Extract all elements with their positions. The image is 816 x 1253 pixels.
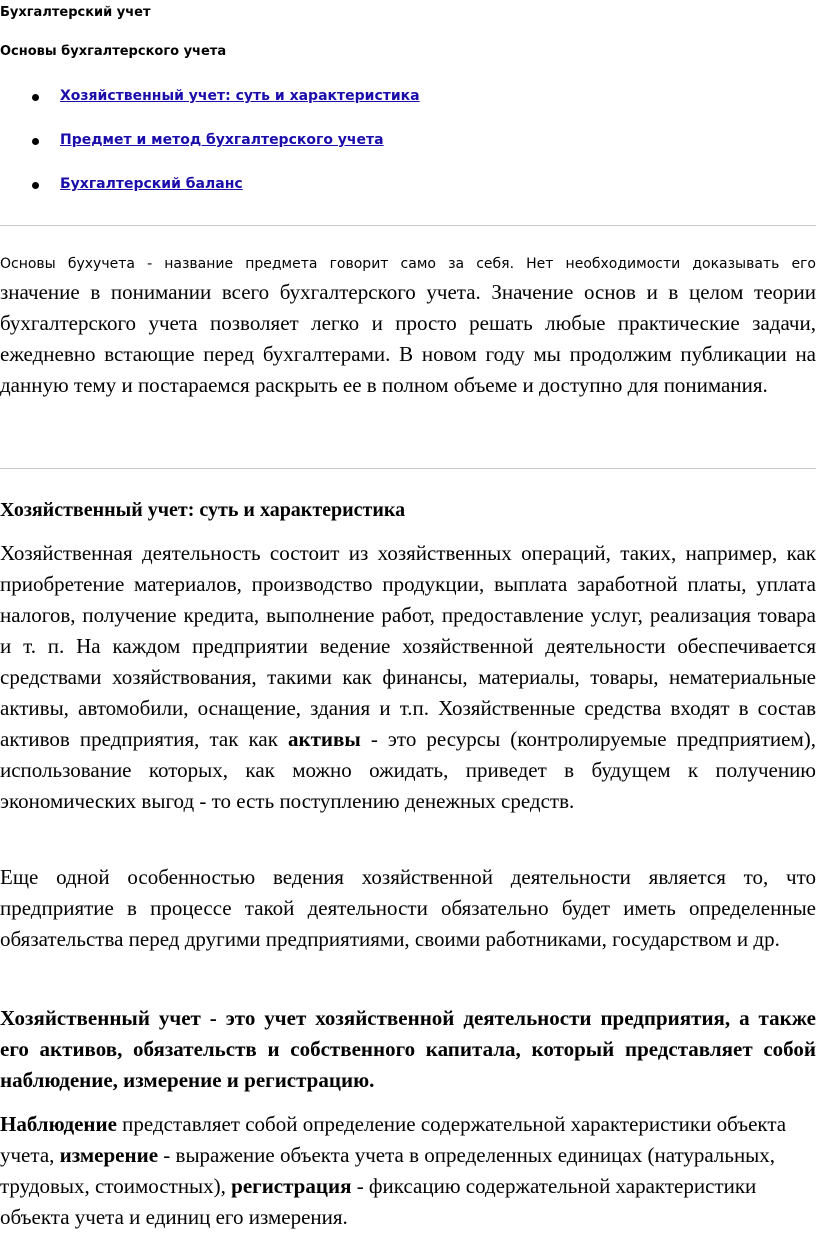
term-observation: Наблюдение [0,1112,117,1136]
term-measurement: измерение [59,1143,159,1167]
bullet-icon [32,138,39,145]
divider [0,225,816,226]
paragraph-text: - это ресурсы (контролируемые предприятием), использование которых, как можно ожидать, приведет в будущем к получению экономических выгод - то есть поступлению денежных средств. [0,727,816,813]
divider [0,468,816,469]
paragraph-text: Хозяйственная деятельность состоит из хозяйственных операций, таких, например, как приобретение материалов, производство продукции, выплата заработной платы, уплата налогов, получение кредита, выполнение работ, предоставление услуг, реализация товара и т. п. На каждом предприятии ведение хозяйственной деятельности обеспечивается средствами хозяйствования, такими как финансы, материалы, товары, нематериальные активы, автомобили, оснащение, здания и т.п. Хозяйственные средства входят в состав активов предприятия, так как [0,541,816,751]
toc-link-economic-accounting[interactable]: Хозяйственный учет: суть и характеристика [60,88,420,104]
paragraph-text: представляет собой определение содержательной характеристики объекта учета, [0,1112,787,1167]
paragraph-text: - фиксацию содержательной характеристики объекта учета и единиц его измерения. [0,1174,757,1229]
toc-link-subject-method[interactable]: Предмет и метод бухгалтерского учета [60,132,384,148]
section-title: Основы бухгалтерского учета [0,44,227,59]
intro-paragraph: значение в понимании всего бухгалтерского учета. Значение основ и в целом теории бухгалтерского учета позволяет легко и просто решать любые практические задачи, ежедневно встающие перед бухгалтерами. В новом году мы продолжим публикации на данную тему и постараемся раскрыть ее в полном объеме и доступно для понимания. [0,280,816,397]
bullet-icon [32,182,39,189]
paragraph-terms [0,1109,816,1233]
paragraph-text: - выражение объекта учета в определенных единицах (натуральных, трудовых, стоимостных), [0,1143,776,1198]
toc-link-balance-sheet[interactable]: Бухгалтерский баланс [60,176,243,192]
site-title: Бухгалтерский учет [0,5,151,20]
paragraph-economic-activity [0,538,816,817]
section-heading: Хозяйственный учет: суть и характеристика [0,499,406,521]
toc-item [30,172,730,216]
bullet-icon [32,94,39,101]
term-assets: активы [287,727,361,751]
paragraph-obligations: Еще одной особенностью ведения хозяйственной деятельности является то, что предприятие в процессе такой деятельности обязательно будет иметь определенные обязательства перед другими предприятиями, своими работниками, государством и др. [0,865,816,951]
toc-item [30,128,730,172]
definition-paragraph: Хозяйственный учет - это учет хозяйственной деятельности предприятия, а также его активов, обязательств и собственного капитала, который представляет собой наблюдение, измерение и регистрацию. [0,1006,816,1092]
toc-item [30,84,730,128]
term-registration: регистрация [231,1174,352,1198]
table-of-contents [30,84,730,216]
intro-first-line: Основы бухучета - название предмета говорит само за себя. Нет необходимости доказывать его [0,256,816,272]
